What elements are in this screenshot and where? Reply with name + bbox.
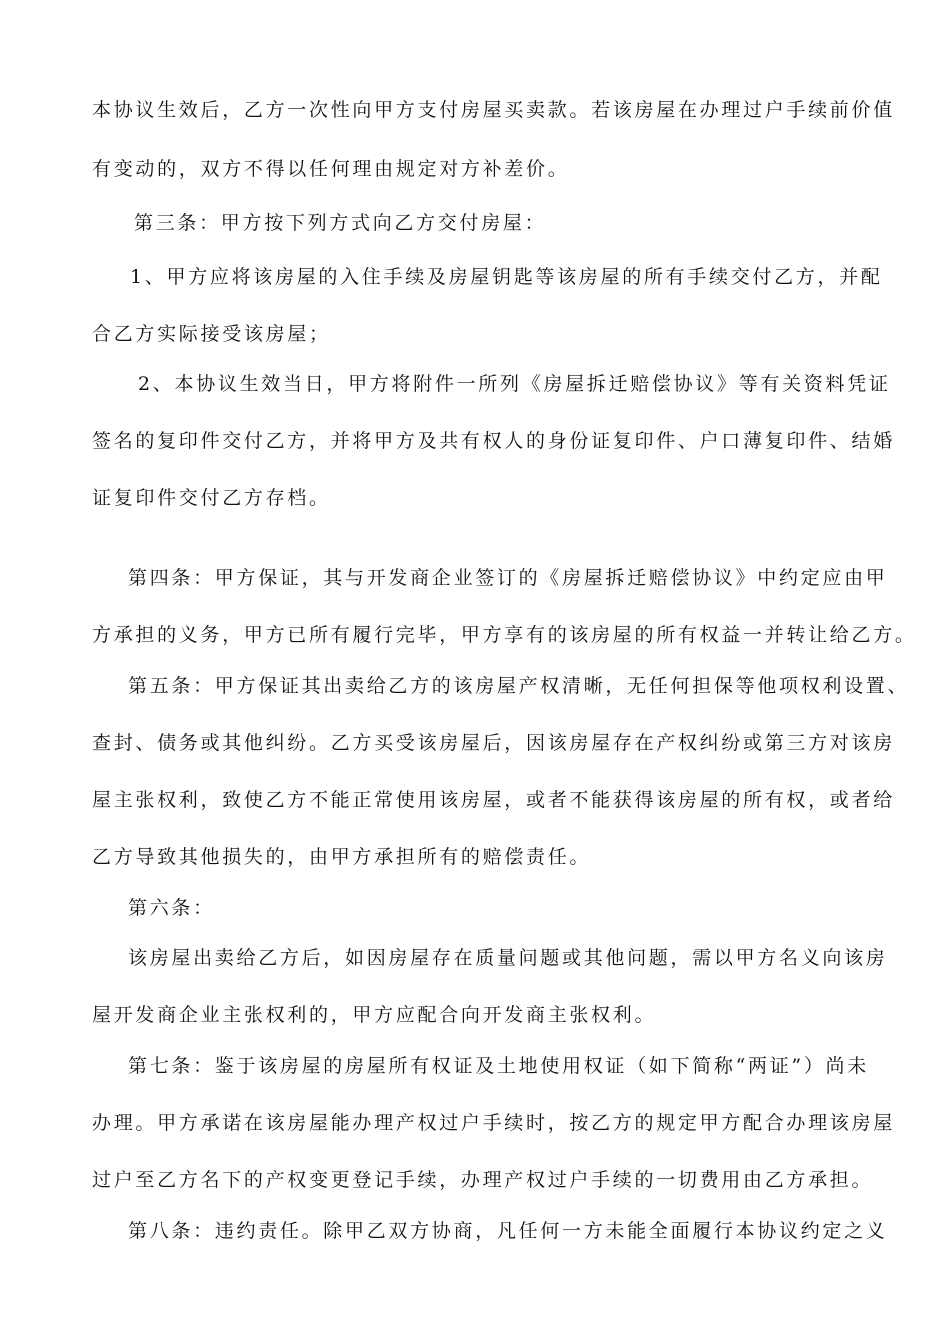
text-line: 第七条：鉴于该房屋的房屋所有权证及土地使用权证（如下简称“两证”）尚未 bbox=[128, 1055, 869, 1077]
text-line: 查封、债务或其他纠纷。乙方买受该房屋后，因该房屋存在产权纠纷或第三方对该房 bbox=[92, 732, 895, 754]
text-line: 方承担的义务，甲方已所有履行完毕，甲方享有的该房屋的所有权益一并转让给乙方。 bbox=[92, 624, 917, 646]
text-line: 第六条： bbox=[128, 897, 215, 919]
text-line: 有变动的，双方不得以任何理由规定对方补差价。 bbox=[92, 158, 570, 180]
text-line: 过户至乙方名下的产权变更登记手续，办理产权过户手续的一切费用由乙方承担。 bbox=[92, 1169, 874, 1191]
text-line: 第三条：甲方按下列方式向乙方交付房屋： bbox=[134, 212, 547, 234]
text-line: 乙方导致其他损失的，由甲方承担所有的赔偿责任。 bbox=[92, 846, 592, 868]
text-line: 第四条：甲方保证，其与开发商企业签订的《房屋拆迁赔偿协议》中约定应由甲 bbox=[128, 567, 888, 589]
text-line: 签名的复印件交付乙方，并将甲方及共有权人的身份证复印件、户口薄复印件、结婚 bbox=[92, 430, 895, 452]
text-line: 屋开发商企业主张权利的，甲方应配合向开发商主张权利。 bbox=[92, 1004, 657, 1026]
text-line: 证复印件交付乙方存档。 bbox=[92, 487, 331, 509]
text-line: 屋主张权利，致使乙方不能正常使用该房屋，或者不能获得该房屋的所有权，或者给 bbox=[92, 789, 895, 811]
text-line: 1、甲方应将该房屋的入住手续及房屋钥匙等该房屋的所有手续交付乙方，并配 bbox=[130, 266, 883, 288]
text-line: 本协议生效后，乙方一次性向甲方支付房屋买卖款。若该房屋在办理过户手续前价值 bbox=[92, 99, 895, 121]
text-line: 第五条：甲方保证其出卖给乙方的该房屋产权清晰，无任何担保等他项权利设置、 bbox=[128, 675, 910, 697]
text-line: 2、本协议生效当日，甲方将附件一所列《房屋拆迁赔偿协议》等有关资料凭证 bbox=[138, 373, 891, 395]
text-line: 合乙方实际接受该房屋； bbox=[92, 323, 331, 345]
text-line: 该房屋出卖给乙方后，如因房屋存在质量问题或其他问题，需以甲方名义向该房 bbox=[128, 947, 888, 969]
text-line: 第八条：违约责任。除甲乙双方协商，凡任何一方未能全面履行本协议约定之义 bbox=[128, 1220, 888, 1242]
text-line: 办理。甲方承诺在该房屋能办理产权过户手续时，按乙方的规定甲方配合办理该房屋 bbox=[92, 1112, 895, 1134]
